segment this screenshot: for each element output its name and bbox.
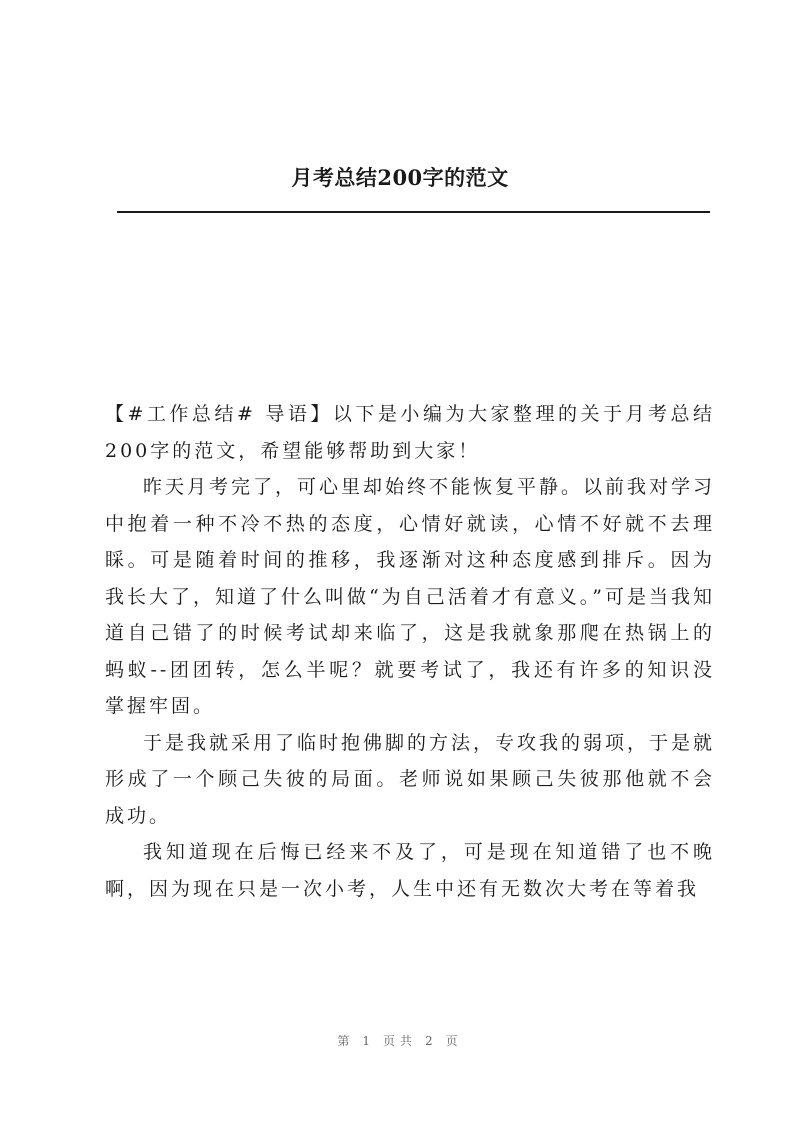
footer-total-pages: 2: [425, 1034, 438, 1048]
document-title: 月考总结200字的范文: [291, 165, 509, 190]
footer-current-page: 1: [362, 1034, 375, 1048]
body-paragraph-1: 昨天月考完了，可心里却始终不能恢复平静。以前我对学习中抱着一种不冷不热的态度，心情好就读，心情不好就不去理睬。可是随着时间的推移，我逐渐对这种态度感到排斥。因为我长大了，知道了什么叫做“为自己活着才有意义。”可是当我知道自己错了的时候考试却来临了，这是我就象那爬在热锅上的蚂蚁--团团转，怎么半呢？就要考试了，我还有许多的知识没掌握牢固。: [105, 476, 716, 717]
intro-paragraph: 【#工作总结# 导语】以下是小编为大家整理的关于月考总结200字的范文，希望能够帮助到大家！: [105, 403, 715, 462]
footer-middle: 页共: [382, 1034, 417, 1048]
footer-suffix: 页: [445, 1034, 463, 1048]
document-body: [105, 396, 715, 907]
body-paragraph-3: 我知道现在后悔已经来不及了，可是现在知道错了也不晚啊，因为现在只是一次小考，人生中还有无数次大考在等着我: [105, 841, 715, 900]
title-underline: [117, 211, 710, 213]
body-paragraph-2: 于是我就采用了临时抱佛脚的方法，专攻我的弱项，于是就形成了一个顾己失彼的局面。老师说如果顾己失彼那他就不会成功。: [105, 731, 716, 827]
footer-prefix: 第: [337, 1034, 355, 1048]
page-footer: [0, 1033, 800, 1049]
